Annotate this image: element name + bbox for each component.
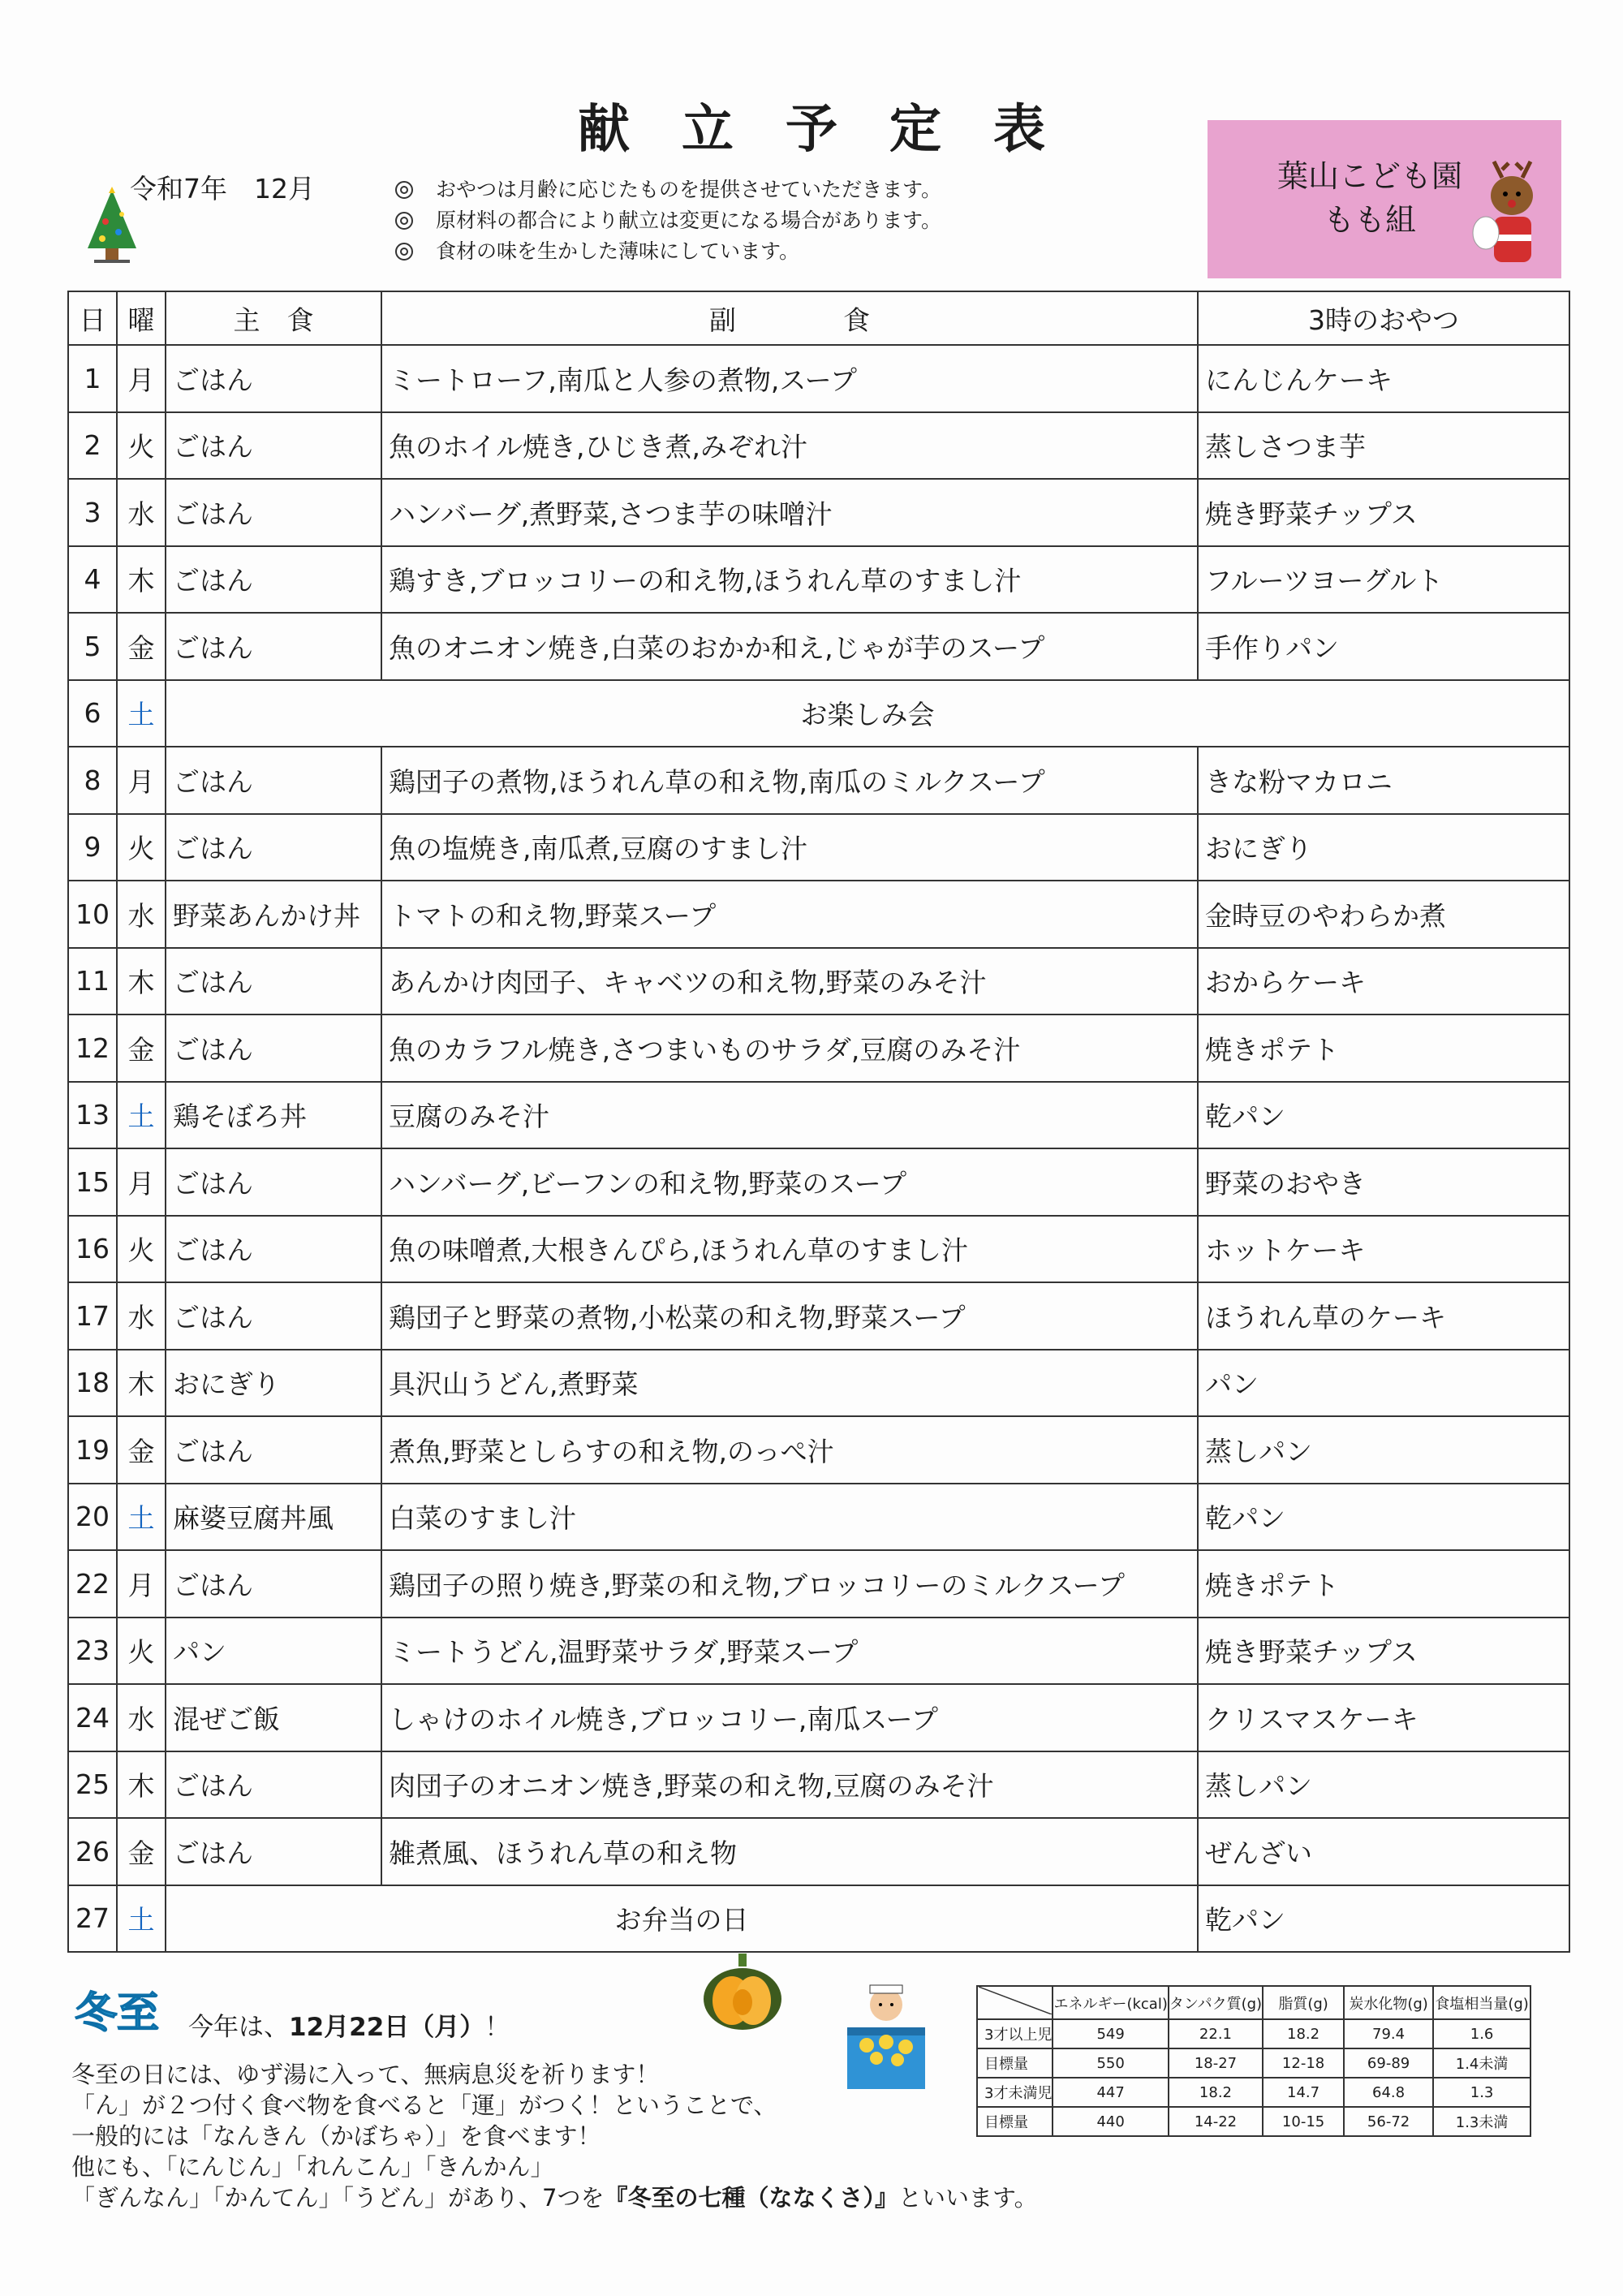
nutrition-value: 1.3 [1433,2078,1530,2107]
day-cell: 2 [68,412,117,480]
main-cell: 麻婆豆腐丼風 [166,1484,381,1551]
weekday-cell: 木 [117,1751,166,1819]
nutrition-value: 1.4未満 [1433,2048,1530,2078]
weekday-cell: 金 [117,613,166,680]
header-snack: 3時のおやつ [1198,291,1569,345]
snack-cell: ほうれん草のケーキ [1198,1282,1569,1350]
table-row [68,1751,1569,1819]
day-cell: 10 [68,881,117,948]
table-row [68,1684,1569,1751]
school-name: 葉山こども園 もも組 [1276,158,1462,238]
table-row [68,1618,1569,1685]
weekday-cell: 土 [117,680,166,747]
header-day: 日 [68,291,117,345]
nutrition-row [977,2078,1530,2107]
school-badge [1208,120,1561,278]
weekday-cell: 金 [117,1014,166,1082]
main-cell: 鶏そぼろ丼 [166,1082,381,1149]
page-title: 献 立 予 定 表 [578,100,1045,160]
weekday-cell: 水 [117,479,166,546]
note-item: おやつは月齢に応じたものを提供させていただきます。 [394,174,941,205]
side-cell: ミートローフ,南瓜と人参の煮物,スープ [381,345,1198,412]
note-item: 食材の味を生かした薄味にしています。 [394,236,941,267]
side-cell: 魚のホイル焼き,ひじき煮,みぞれ汁 [381,412,1198,480]
nutrition-value: 550 [1053,2048,1168,2078]
snack-cell: 乾パン [1198,1885,1569,1953]
event-cell: お楽しみ会 [166,680,1569,747]
note-item: 原材料の都合により献立は変更になる場合があります。 [394,205,941,236]
snack-cell: ホットケーキ [1198,1216,1569,1283]
table-row [68,948,1569,1015]
main-cell: ごはん [166,1751,381,1819]
table-row [68,1484,1569,1551]
weekday-cell: 水 [117,881,166,948]
main-cell: ごはん [166,412,381,480]
side-cell: 魚のオニオン焼き,白菜のおかか和え,じゃが芋のスープ [381,613,1198,680]
day-cell: 26 [68,1818,117,1885]
flower-icon [394,179,415,200]
main-cell: ごはん [166,814,381,881]
weekday-cell: 月 [117,1148,166,1216]
nutrition-value: 14-22 [1169,2107,1263,2136]
svg-text:冬至: 冬至 [75,1989,160,2035]
snack-cell: おにぎり [1198,814,1569,881]
main-cell: ごはん [166,1550,381,1618]
main-cell: 混ぜご飯 [166,1684,381,1751]
side-cell: トマトの和え物,野菜スープ [381,881,1198,948]
nutrition-value: 447 [1053,2078,1168,2107]
weekday-cell: 火 [117,1216,166,1283]
nutrition-table [976,1985,1531,2137]
nutrition-header: タンパク質(g) [1169,1986,1263,2019]
snack-cell: 焼き野菜チップス [1198,1618,1569,1685]
nutrition-value: 18.2 [1263,2019,1344,2048]
table-row [68,546,1569,614]
nutrition-value: 549 [1053,2019,1168,2048]
nutrition-value: 69-89 [1344,2048,1433,2078]
table-header-row [68,291,1569,345]
weekday-cell: 水 [117,1684,166,1751]
weekday-cell: 月 [117,345,166,412]
weekday-cell: 火 [117,1618,166,1685]
side-cell: 鶏団子と野菜の煮物,小松菜の和え物,野菜スープ [381,1282,1198,1350]
event-cell: お弁当の日 [166,1885,1198,1953]
nutrition-header: 炭水化物(g) [1344,1986,1433,2019]
day-cell: 27 [68,1885,117,1953]
nutrition-label: 目標量 [977,2048,1053,2078]
flower-icon [394,210,415,231]
snack-cell: きな粉マカロニ [1198,747,1569,814]
nutrition-header: エネルギー(kcal) [1053,1986,1168,2019]
snack-cell: フルーツヨーグルト [1198,546,1569,614]
main-cell: ごはん [166,948,381,1015]
table-row [68,1148,1569,1216]
snack-cell: 焼き野菜チップス [1198,479,1569,546]
weekday-cell: 火 [117,814,166,881]
day-cell: 25 [68,1751,117,1819]
main-cell: パン [166,1618,381,1685]
day-cell: 6 [68,680,117,747]
side-cell: 豆腐のみそ汁 [381,1082,1198,1149]
pumpkin-icon [700,1952,785,2031]
side-cell: 魚の味噌煮,大根きんぴら,ほうれん草のすまし汁 [381,1216,1198,1283]
diagonal-line [979,1987,1052,2014]
main-cell: ごはん [166,1282,381,1350]
toji-description: 冬至の日には、ゆず湯に入って、無病息災を祈ります！ 「ん」が２つ付く食べ物を食べると「運」がつく！ということで、 一般的には「なんきん（かぼちゃ）」を食べます！ 他にも、「にんじん」「れんこん」「きんかん」 「ぎんなん」「かんてん」「うどん」があり、7つを『冬至の七種（ななくさ）』といいます。 [71,2061,1038,2212]
day-cell: 5 [68,613,117,680]
weekday-cell: 火 [117,412,166,480]
table-row [68,412,1569,480]
main-cell: ごはん [166,1014,381,1082]
nutrition-corner [977,1986,1053,2019]
side-cell: 鶏団子の照り焼き,野菜の和え物,ブロッコリーのミルクスープ [381,1550,1198,1618]
weekday-cell: 金 [117,1818,166,1885]
snack-cell: 乾パン [1198,1082,1569,1149]
reindeer-icon [1470,153,1555,275]
nutrition-row [977,2048,1530,2078]
table-row [68,1885,1569,1953]
table-row [68,479,1569,546]
table-row [68,1282,1569,1350]
nutrition-value: 18-27 [1169,2048,1263,2078]
side-cell: 雑煮風、ほうれん草の和え物 [381,1818,1198,1885]
snack-cell: パン [1198,1350,1569,1417]
main-cell: ごはん [166,1216,381,1283]
snack-cell: クリスマスケーキ [1198,1684,1569,1751]
nutrition-value: 22.1 [1169,2019,1263,2048]
side-cell: ハンバーグ,ビーフンの和え物,野菜のスープ [381,1148,1198,1216]
header-main: 主 食 [166,291,381,345]
weekday-cell: 木 [117,1350,166,1417]
snack-cell: 焼きポテト [1198,1014,1569,1082]
table-row [68,1350,1569,1417]
table-row [68,1416,1569,1484]
menu-table [67,291,1570,1953]
main-cell: ごはん [166,479,381,546]
nutrition-header: 脂質(g) [1263,1986,1344,2019]
side-cell: 煮魚,野菜としらすの和え物,のっぺ汁 [381,1416,1198,1484]
day-cell: 20 [68,1484,117,1551]
table-row [68,1818,1569,1885]
nutrition-value: 1.3未満 [1433,2107,1530,2136]
day-cell: 1 [68,345,117,412]
snack-cell: ぜんざい [1198,1818,1569,1885]
day-cell: 19 [68,1416,117,1484]
day-cell: 15 [68,1148,117,1216]
day-cell: 13 [68,1082,117,1149]
nutrition-label: 3才以上児 [977,2019,1053,2048]
day-cell: 22 [68,1550,117,1618]
weekday-cell: 土 [117,1484,166,1551]
main-cell: ごはん [166,1416,381,1484]
notes [394,174,941,267]
weekday-cell: 土 [117,1885,166,1953]
flower-icon [394,241,415,262]
nutrition-value: 18.2 [1169,2078,1263,2107]
side-cell: しゃけのホイル焼き,ブロッコリー,南瓜スープ [381,1684,1198,1751]
table-row [68,613,1569,680]
weekday-cell: 月 [117,747,166,814]
table-row [68,1082,1569,1149]
nutrition-value: 1.6 [1433,2019,1530,2048]
header-side: 副 食 [381,291,1198,345]
toji-logo [71,1985,161,2035]
side-cell: ハンバーグ,煮野菜,さつま芋の味噌汁 [381,479,1198,546]
main-cell: ごはん [166,613,381,680]
day-cell: 17 [68,1282,117,1350]
side-cell: 鶏団子の煮物,ほうれん草の和え物,南瓜のミルクスープ [381,747,1198,814]
nutrition-value: 14.7 [1263,2078,1344,2107]
nutrition-label: 目標量 [977,2107,1053,2136]
side-cell: 白菜のすまし汁 [381,1484,1198,1551]
nutrition-row [977,2019,1530,2048]
day-cell: 18 [68,1350,117,1417]
header-weekday: 曜 [117,291,166,345]
weekday-cell: 木 [117,948,166,1015]
table-row [68,747,1569,814]
table-row [68,1014,1569,1082]
day-cell: 23 [68,1618,117,1685]
day-cell: 16 [68,1216,117,1283]
snack-cell: 焼きポテト [1198,1550,1569,1618]
table-row [68,814,1569,881]
weekday-cell: 月 [117,1550,166,1618]
weekday-cell: 木 [117,546,166,614]
table-row [68,680,1569,747]
nutrition-value: 440 [1053,2107,1168,2136]
snack-cell: 乾パン [1198,1484,1569,1551]
main-cell: ごはん [166,546,381,614]
side-cell: ミートうどん,温野菜サラダ,野菜スープ [381,1618,1198,1685]
toji-headline: 今年は、12月22日（月）！ [188,2013,510,2042]
snack-cell: 蒸しさつま芋 [1198,412,1569,480]
nutrition-value: 56-72 [1344,2107,1433,2136]
table-row [68,881,1569,948]
nutrition-label: 3才未満児 [977,2078,1053,2107]
main-cell: 野菜あんかけ丼 [166,881,381,948]
nutrition-header: 食塩相当量(g) [1433,1986,1530,2019]
nutrition-value: 12-18 [1263,2048,1344,2078]
main-cell: ごはん [166,747,381,814]
weekday-cell: 水 [117,1282,166,1350]
side-cell: 魚の塩焼き,南瓜煮,豆腐のすまし汁 [381,814,1198,881]
nutrition-row [977,2107,1530,2136]
side-cell: 肉団子のオニオン焼き,野菜の和え物,豆腐のみそ汁 [381,1751,1198,1819]
day-cell: 12 [68,1014,117,1082]
snack-cell: 野菜のおやき [1198,1148,1569,1216]
day-cell: 4 [68,546,117,614]
day-cell: 24 [68,1684,117,1751]
day-cell: 8 [68,747,117,814]
snack-cell: 手作りパン [1198,613,1569,680]
nutrition-header-row [977,1986,1530,2019]
snack-cell: にんじんケーキ [1198,345,1569,412]
nutrition-value: 64.8 [1344,2078,1433,2107]
nutrition-value: 79.4 [1344,2019,1433,2048]
day-cell: 11 [68,948,117,1015]
main-cell: ごはん [166,1818,381,1885]
day-cell: 9 [68,814,117,881]
weekday-cell: 金 [117,1416,166,1484]
snack-cell: 金時豆のやわらか煮 [1198,881,1569,948]
table-row [68,1550,1569,1618]
table-row [68,345,1569,412]
side-cell: 具沢山うどん,煮野菜 [381,1350,1198,1417]
side-cell: あんかけ肉団子、キャベツの和え物,野菜のみそ汁 [381,948,1198,1015]
snack-cell: 蒸しパン [1198,1751,1569,1819]
side-cell: 魚のカラフル焼き,さつまいものサラダ,豆腐のみそ汁 [381,1014,1198,1082]
snack-cell: おからケーキ [1198,948,1569,1015]
main-cell: おにぎり [166,1350,381,1417]
side-cell: 鶏すき,ブロッコリーの和え物,ほうれん草のすまし汁 [381,546,1198,614]
table-row [68,1216,1569,1283]
weekday-cell: 土 [117,1082,166,1149]
date-label: 令和7年 12月 [130,173,315,205]
day-cell: 3 [68,479,117,546]
nutrition-value: 10-15 [1263,2107,1344,2136]
main-cell: ごはん [166,345,381,412]
main-cell: ごはん [166,1148,381,1216]
snack-cell: 蒸しパン [1198,1416,1569,1484]
